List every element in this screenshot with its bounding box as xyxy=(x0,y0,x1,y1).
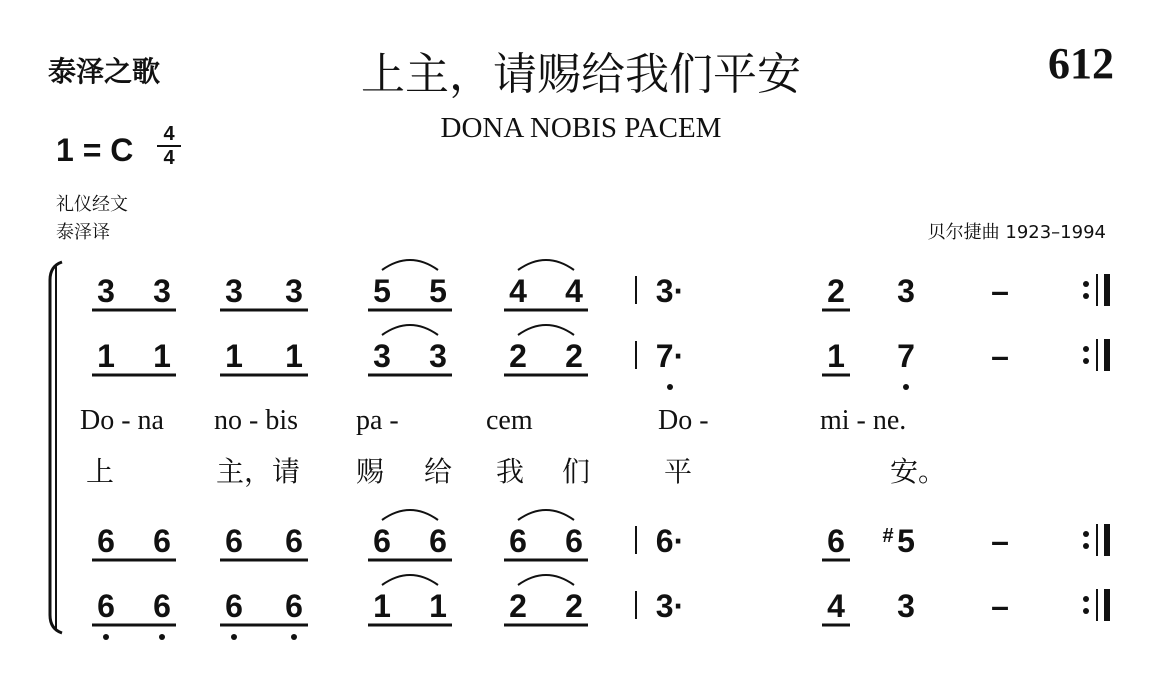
repeat-dot xyxy=(1083,346,1089,352)
lyric-zh-6: 们 xyxy=(562,455,591,488)
note-v3-3: 6 xyxy=(225,523,243,559)
note-v1-8: 4 xyxy=(565,273,583,309)
note-v2-12: – xyxy=(991,338,1009,374)
note-v3-5: 6 xyxy=(373,523,391,559)
note-v2-1: 1 xyxy=(97,338,115,374)
note-v3-12: – xyxy=(991,523,1009,559)
note-v1-2: 3 xyxy=(153,273,171,309)
hymnal-name: 泰泽之歌 xyxy=(48,55,161,88)
time-signature-top: 4 xyxy=(163,123,175,145)
key-signature: 1 = C xyxy=(56,132,134,168)
note-v4-10: 4 xyxy=(827,588,845,624)
lyric-en-5: Do - xyxy=(658,405,709,436)
note-v4-6: 1 xyxy=(429,588,447,624)
note-v4-11: 3 xyxy=(897,588,915,624)
note-v1-4: 3 xyxy=(285,273,303,309)
hymn-number: 612 xyxy=(1048,39,1114,88)
note-v4-3: 6 xyxy=(225,588,243,624)
low-octave-dot xyxy=(103,634,109,640)
note-v2-10: 1 xyxy=(827,338,845,374)
lyric-zh-5: 我 xyxy=(496,455,525,488)
note-v2-4: 1 xyxy=(285,338,303,374)
note-v3-4: 6 xyxy=(285,523,303,559)
note-v1-6: 5 xyxy=(429,273,447,309)
repeat-dot xyxy=(1083,358,1089,364)
slur xyxy=(382,325,438,335)
repeat-dot xyxy=(1083,281,1089,287)
note-v2-5: 3 xyxy=(373,338,391,374)
note-v3-7: 6 xyxy=(509,523,527,559)
low-octave-dot xyxy=(667,384,673,390)
repeat-dot xyxy=(1083,608,1089,614)
note-v2-6: 3 xyxy=(429,338,447,374)
repeat-dot xyxy=(1083,596,1089,602)
note-v1-1: 3 xyxy=(97,273,115,309)
repeat-dot xyxy=(1083,531,1089,537)
note-v4-1: 6 xyxy=(97,588,115,624)
note-v2-2: 1 xyxy=(153,338,171,374)
slur xyxy=(382,510,438,520)
composer-credit: 贝尔捷曲 1923–1994 xyxy=(927,222,1106,243)
low-octave-dot xyxy=(291,634,297,640)
note-v4-12: – xyxy=(991,588,1009,624)
note-v3-9: 6· xyxy=(655,523,685,559)
note-v4-2: 6 xyxy=(153,588,171,624)
low-octave-dot xyxy=(231,634,237,640)
lyric-en-4: cem xyxy=(486,405,533,436)
low-octave-dot xyxy=(903,384,909,390)
note-v2-3: 1 xyxy=(225,338,243,374)
time-signature-bottom: 4 xyxy=(163,147,175,169)
note-v3-6: 6 xyxy=(429,523,447,559)
slur xyxy=(518,575,574,585)
note-v3-11: 5 xyxy=(897,523,915,559)
note-v1-12: – xyxy=(991,273,1009,309)
lyric-en-1: Do - na xyxy=(80,405,164,436)
note-v3-10: 6 xyxy=(827,523,845,559)
repeat-thick-bar xyxy=(1104,339,1110,371)
note-v1-5: 5 xyxy=(373,273,391,309)
note-v1-9: 3· xyxy=(655,273,685,309)
repeat-dot xyxy=(1083,293,1089,299)
slur xyxy=(518,510,574,520)
song-title: 上主，请赐给我们平安 xyxy=(361,49,801,100)
repeat-thick-bar xyxy=(1104,524,1110,556)
lyric-zh-7: 平 xyxy=(664,455,693,488)
lyric-zh-3: 赐 xyxy=(356,455,385,488)
note-v1-11: 3 xyxy=(897,273,915,309)
note-v1-3: 3 xyxy=(225,273,243,309)
slur xyxy=(382,260,438,270)
lyric-zh-8: 安。 xyxy=(890,455,947,488)
translator: 泰泽译 xyxy=(56,222,110,243)
repeat-thick-bar xyxy=(1104,589,1110,621)
song-subtitle: DONA NOBIS PACEM xyxy=(440,112,722,144)
repeat-dot xyxy=(1083,543,1089,549)
slur xyxy=(518,260,574,270)
note-v1-10: 2 xyxy=(827,273,845,309)
lyric-en-2: no - bis xyxy=(214,405,298,436)
slur xyxy=(382,575,438,585)
note-v4-5: 1 xyxy=(373,588,391,624)
note-v4-4: 6 xyxy=(285,588,303,624)
note-v2-11: 7 xyxy=(897,338,915,374)
note-v4-9: 3· xyxy=(655,588,685,624)
note-v4-7: 2 xyxy=(509,588,527,624)
note-v2-7: 2 xyxy=(509,338,527,374)
low-octave-dot xyxy=(159,634,165,640)
lyric-zh-1: 上 xyxy=(86,455,115,488)
repeat-thick-bar xyxy=(1104,274,1110,306)
note-v2-9: 7· xyxy=(655,338,685,374)
note-v2-8: 2 xyxy=(565,338,583,374)
sharp-sign-v3: # xyxy=(882,525,894,547)
slur xyxy=(518,325,574,335)
note-v1-7: 4 xyxy=(509,273,527,309)
note-v4-8: 2 xyxy=(565,588,583,624)
note-v3-1: 6 xyxy=(97,523,115,559)
lyric-zh-2: 主，请 xyxy=(216,455,301,488)
note-v3-8: 6 xyxy=(565,523,583,559)
lyric-zh-4: 给 xyxy=(424,455,453,488)
lyric-en-6: mi - ne. xyxy=(820,405,907,436)
text-source: 礼仪经文 xyxy=(56,194,128,215)
note-v3-2: 6 xyxy=(153,523,171,559)
lyric-en-3: pa - xyxy=(356,405,399,436)
